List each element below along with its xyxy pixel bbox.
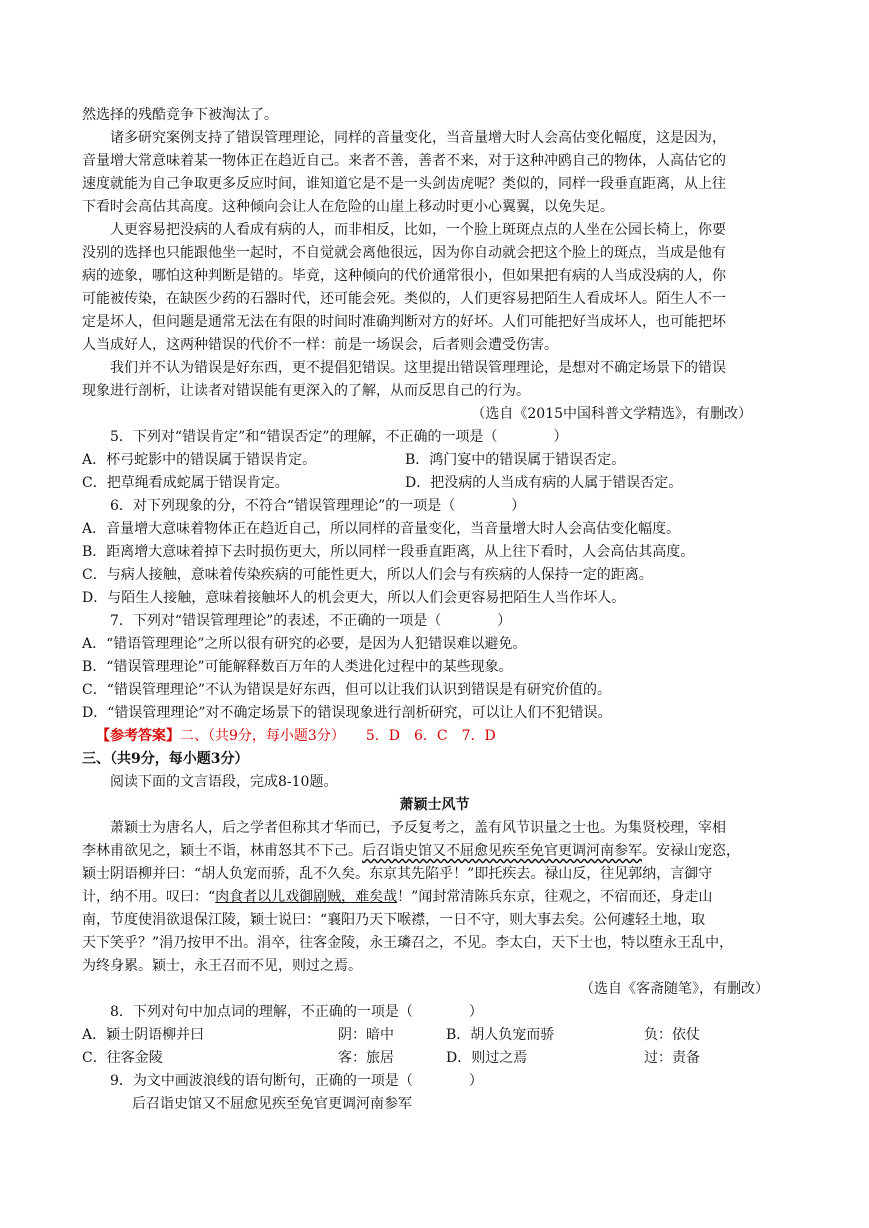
question-7-option-d: D．“错误管理理论”对不确定场景下的错误现象进行剖析研究，可以让人们不犯错误。 (82, 705, 612, 721)
section-instruction: 阅读下面的文言语段，完成8-10题。 (110, 774, 338, 790)
question-9-text: 后召诣史馆又不屈愈见疾至免官更调河南参军 (132, 1096, 412, 1112)
passage-line: 没别的选择也只能跟他坐一起时，不自觉就会离他很远，因为你自动就会把这个脸上的斑点，当成是他有 (82, 245, 726, 261)
question-8-option-a: A．颖士阴语柳并曰 (82, 1027, 205, 1043)
passage-line: 病的迹象，哪怕这种判断是错的。毕竟，这种倾向的代价通常很小，但如果把有病的人当成没病的人，你 (82, 268, 726, 284)
section-heading: 三、（共9分，每小题3分） (82, 751, 249, 767)
classical-line: 为终身累。颖士，永王召而不见，则过之焉。 (82, 958, 362, 974)
question-5-stem: 5．下列对“错误肯定”和“错误否定”的理解，不正确的一项是（ ） (110, 429, 568, 445)
passage-line: 然选择的残酷竞争下被淘汰了。 (82, 107, 278, 123)
question-8-option-c-note: 客：旅居 (338, 1050, 394, 1066)
classical-source: （选自《客斋随笔》，有删改） (580, 981, 769, 997)
question-8-option-b-note: 负：依仗 (644, 1027, 700, 1043)
passage-line: 可能被传染，在缺医少药的石器时代，还可能会死。类似的，人们更容易把陌生人看成坏人。陌生人不一 (82, 291, 726, 307)
answer-label: 【参考答案】 (96, 728, 180, 744)
question-7-stem: 7．下列对“错误管理理论”的表述，不正确的一项是（ ） (110, 613, 512, 629)
question-6-option-d: D．与陌生人接触，意味着接触坏人的机会更大，所以人们会更容易把陌生人当作坏人。 (82, 590, 626, 606)
question-8-option-b: B．胡人负宠而骄 (446, 1027, 555, 1043)
passage-line: 定是坏人，但问题是通常无法在有限的时间时准确判断对方的好坏。人们可能把好当成坏人，也可能把坏 (82, 314, 726, 330)
question-6-option-c: C．与病人接触，意味着传染疾病的可能性更大，所以人们会与有疾病的人保持一定的距离。 (82, 567, 653, 583)
question-6-stem: 6．对下列现象的分，不符合“错误管理理论”的一项是（ ） (110, 498, 526, 514)
classical-line: 颖士阴语柳并曰：“胡人负宠而骄，乱不久矣。东京其先陷乎！”即托疾去。禄山反，往见郭纳，言御守 (82, 866, 713, 882)
question-8-stem: 8．下列对句中加点词的理解，不正确的一项是（ ） (110, 1004, 483, 1020)
classical-text: 。安禄山宠恣， (642, 843, 740, 859)
question-8-option-d: D．则过之焉 (446, 1050, 528, 1066)
question-8-option-c: C．往客金陵 (82, 1050, 163, 1066)
wavy-underlined-sentence: 后召诣史馆又不屈愈见疾至免官更调河南参军 (362, 843, 642, 859)
reference-answer (96, 728, 496, 744)
question-5-option-c: C．把草绳看成蛇属于错误肯定。 (82, 475, 289, 491)
question-7-option-b: B．“错误管理理论”可能解释数百万年的人类进化过程中的某些现象。 (82, 659, 513, 675)
question-5-option-a: A．杯弓蛇影中的错误属于错误肯定。 (82, 452, 317, 468)
question-7-option-c: C．“错误管理理论”不认为错误是好东西，但可以让我们认识到错误是有研究价值的。 (82, 682, 612, 698)
answer-text: 二、（共9分，每小题3分） 5．D 6．C 7．D (180, 728, 496, 744)
classical-text: 李林甫欲见之，颖士不诣，林甫怒其不下己。 (82, 843, 362, 859)
question-8-option-d-note: 过：责备 (644, 1050, 700, 1066)
passage-line: 现象进行剖析，让读者对错误能有更深入的了解，从而反思自己的行为。 (82, 383, 530, 399)
question-9-stem: 9．为文中画波浪线的语句断句，正确的一项是（ ） (110, 1073, 483, 1089)
passage-source: （选自《2015中国科普文学精选》，有删改） (471, 406, 752, 422)
passage-line: 人更容易把没病的人看成有病的人，而非相反，比如，一个脸上斑斑点点的人坐在公园长椅上，你要 (110, 222, 726, 238)
passage-line: 下看时会高估其高度。这种倾向会让人在危险的山崖上移动时更小心翼翼，以免失足。 (82, 199, 614, 215)
passage-line: 音量增大常意味着某一物体正在趋近自己。来者不善，善者不来，对于这种冲鸥自己的物体，人高估它的 (82, 153, 726, 169)
question-5-option-b: B．鸿门宴中的错误属于错误否定。 (405, 452, 626, 468)
question-7-option-a: A．“错语管理理论”之所以很有研究的必要，是因为人犯错误难以避免。 (82, 636, 527, 652)
classical-line: 天下笑乎？”涓乃按甲不出。涓卒，往客金陵，永王璘召之，不见。李太白，天下士也，特以堕永王乱中， (82, 935, 734, 951)
classical-line (82, 889, 712, 905)
question-5-option-d: D．把没病的人当成有病的人属于错误否定。 (405, 475, 683, 491)
passage-line: 诸多研究案例支持了错误管理理论，同样的音量变化，当音量增大时人会高估变化幅度，这是因为， (110, 130, 726, 146)
passage-line: 人当成好人，这两种错误的代价不一样：前是一场误会，后者则会遭受伤害。 (82, 337, 558, 353)
classical-title: 萧颖士风节 (399, 797, 470, 813)
question-6-option-b: B．距离增大意味着掉下去时损伤更大，所以同样一段垂直距离，从上往下看时，人会高估其高度。 (82, 544, 695, 560)
classical-text: 计，纳不用。叹曰：“ (82, 889, 216, 905)
classical-line: 萧颖士为唐名人，后之学者但称其才华而已，予反复考之，盖有风节识量之士也。为集贤校理，宰相 (110, 820, 726, 836)
question-8-option-a-note: 阴：暗中 (338, 1027, 394, 1043)
classical-text: ！”闻封常清陈兵东京，往观之，不宿而还，身走山 (397, 889, 713, 905)
passage-line: 速度就能为自己争取更多反应时间，谁知道它是不是一头剑齿虎呢？类似的，同样一段垂直距离，从上往 (82, 176, 726, 192)
classical-line (82, 843, 740, 859)
classical-line: 南，节度使涓欲退保江陵，颖士说曰：“襄阳乃天下喉襟，一日不守，则大事去矣。公何遽轻土地，取 (82, 912, 706, 928)
underlined-sentence: 肉食者以儿戏御剧贼，难矣哉 (215, 889, 398, 905)
question-6-option-a: A．音量增大意味着物体正在趋近自己，所以同样的音量变化，当音量增大时人会高估变化幅度。 (82, 521, 681, 537)
passage-line: 我们并不认为错误是好东西，更不提倡犯错误。这里提出错误管理理论，是想对不确定场景下的错误 (110, 360, 726, 376)
